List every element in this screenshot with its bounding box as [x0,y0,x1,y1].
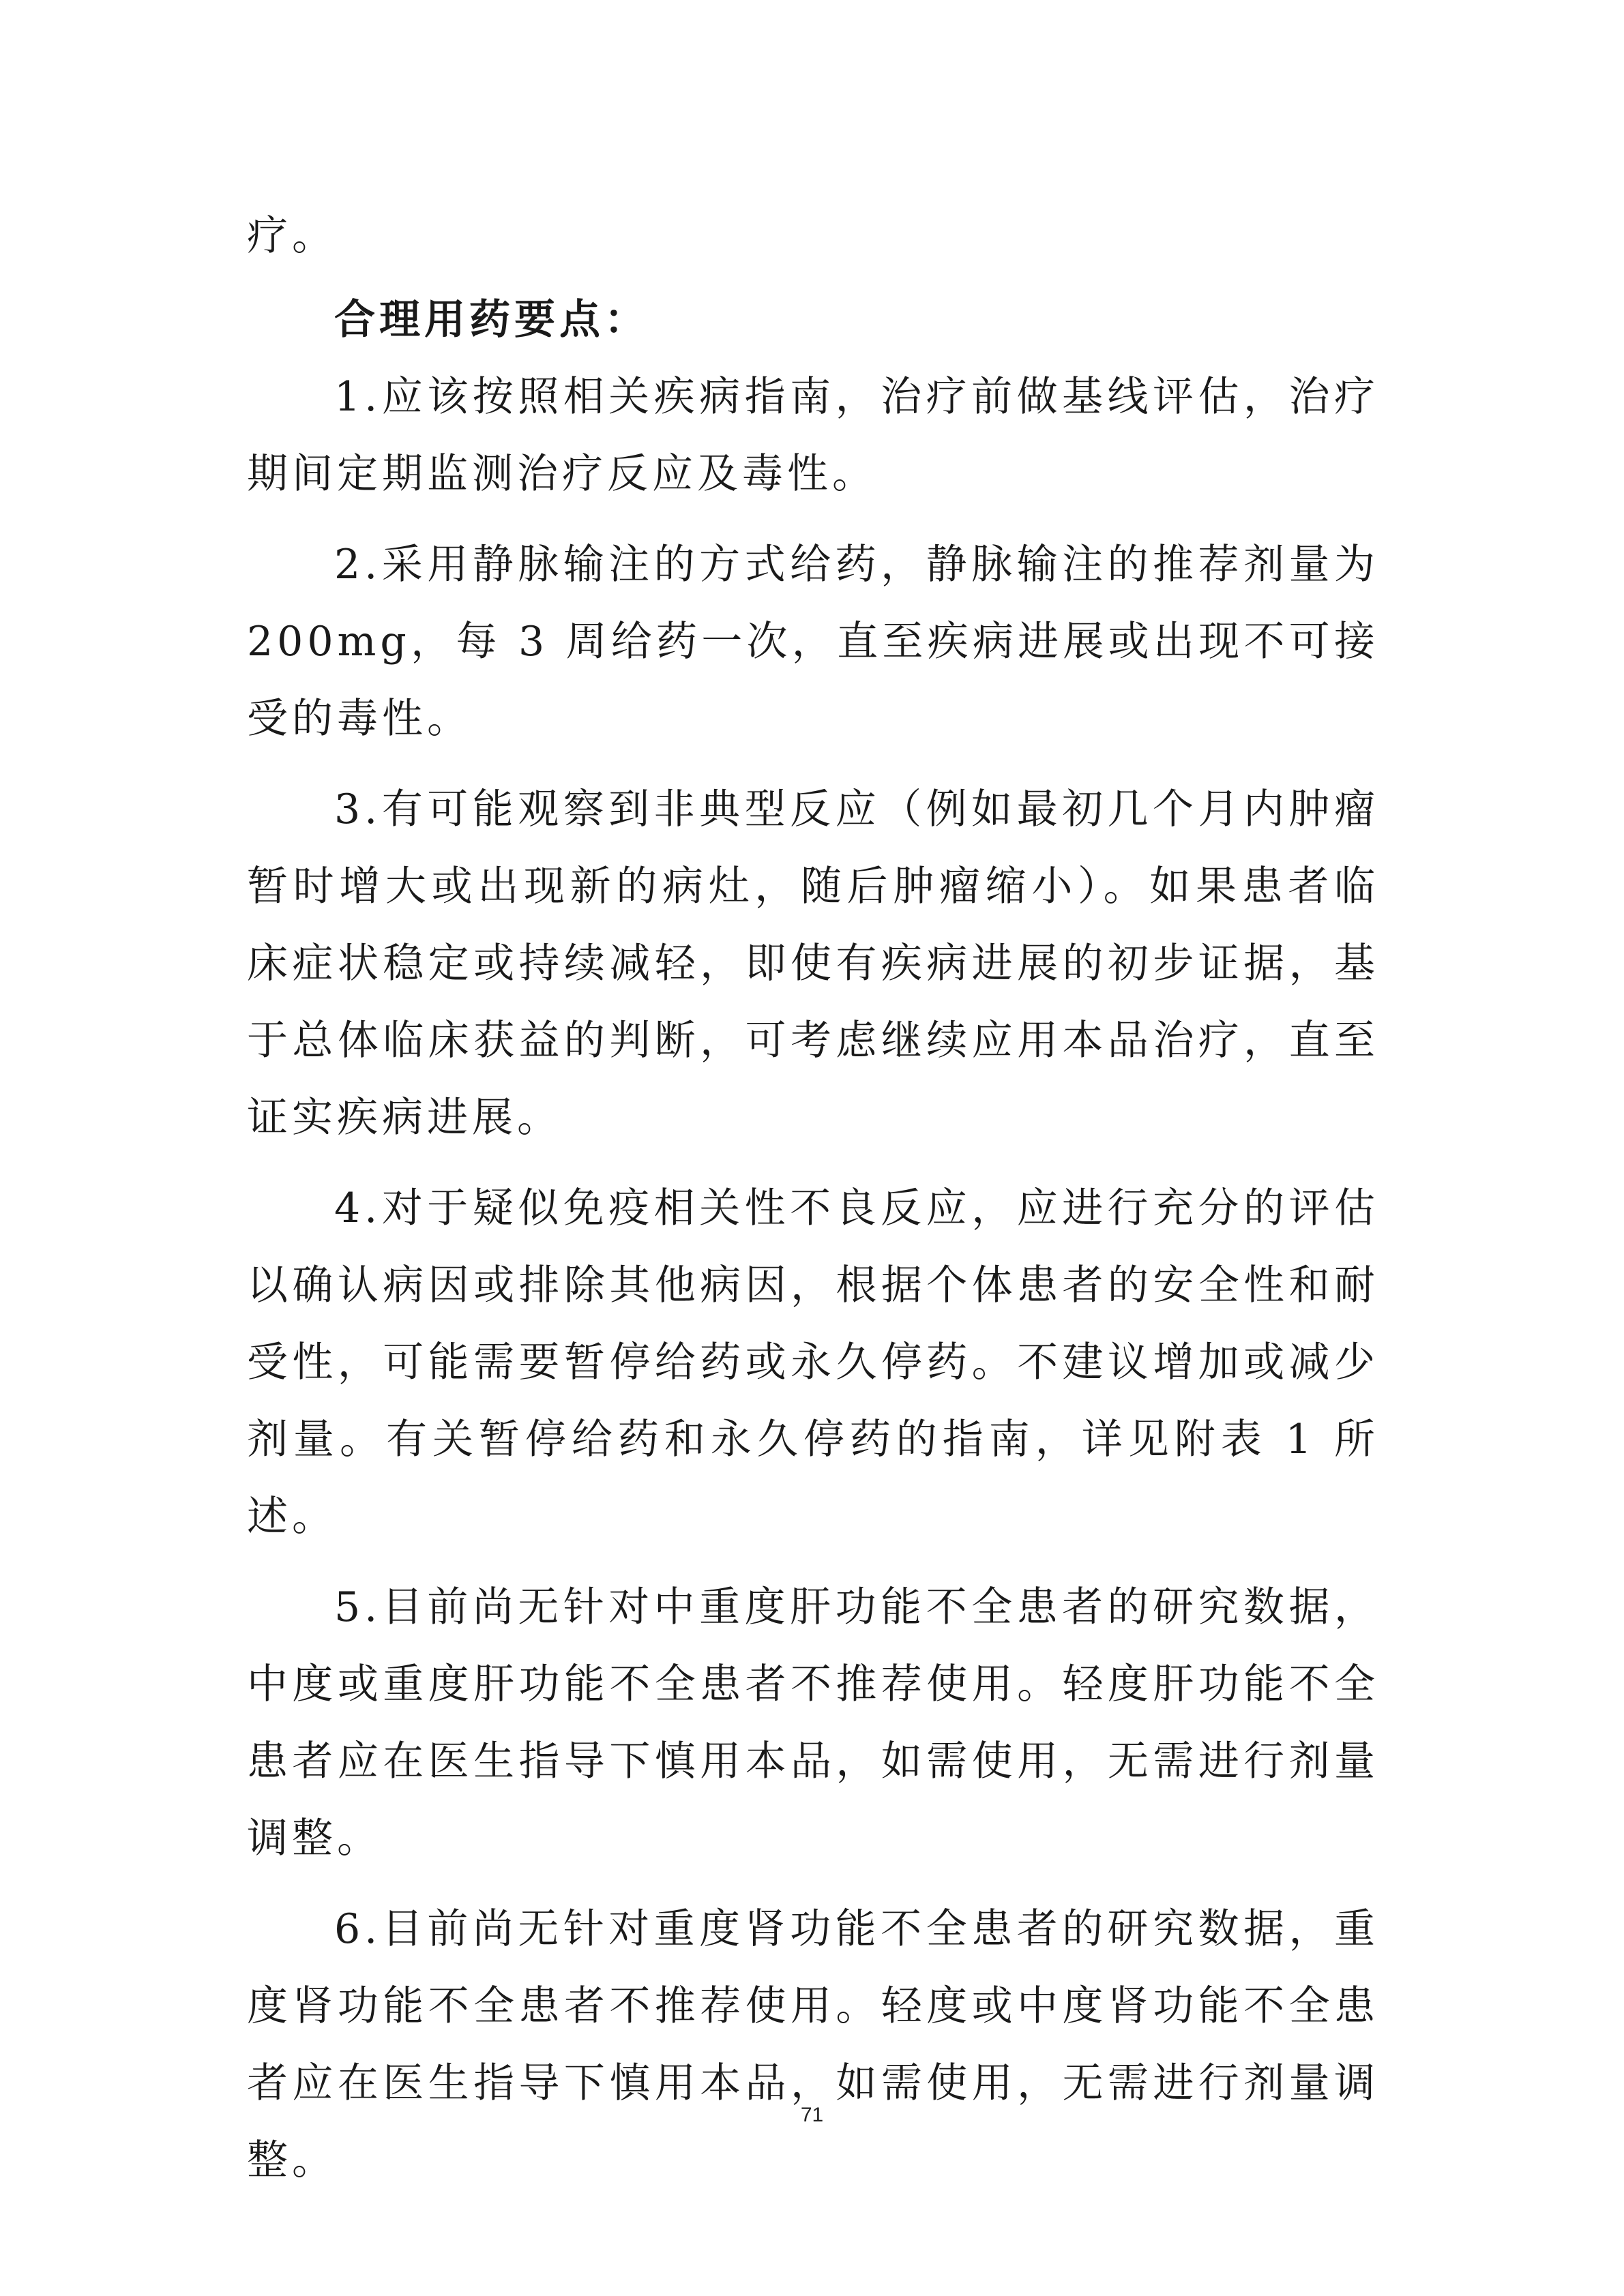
section-heading: 合理用药要点： [334,296,649,344]
list-item-1: 1.应该按照相关疾病指南，治疗前做基线评估，治疗期间定期监测治疗反应及毒性。 [247,373,1379,498]
list-item-5: 5.目前尚无针对中重度肝功能不全患者的研究数据，中度或重度肝功能不全患者不推荐使用。轻度肝功能不全患者应在医生指导下慎用本品，如需使用，无需进行剂量调整。 [247,1583,1379,1862]
list-item-2: 2.采用静脉输注的方式给药，静脉输注的推荐剂量为200mg，每 3 周给药一次，直至疾病进展或出现不可接受的毒性。 [247,541,1379,743]
page-body [247,198,1379,2199]
page-number: 71 [800,2104,824,2126]
list-item-6: 6.目前尚无针对重度肾功能不全患者的研究数据，重度肾功能不全患者不推荐使用。轻度或中度肾功能不全患者应在医生指导下慎用本品，如需使用，无需进行剂量调整。 [247,1905,1379,2184]
list-item-3: 3.有可能观察到非典型反应（例如最初几个月内肿瘤暂时增大或出现新的病灶，随后肿瘤缩小）。如果患者临床症状稳定或持续减轻，即使有疾病进展的初步证据，基于总体临床获益的判断，可考虑继续应用本品治疗，直至证实疾病进展。 [247,786,1379,1142]
continuation-text: 疗。 [247,212,337,260]
list-item-4: 4.对于疑似免疫相关性不良反应，应进行充分的评估以确认病因或排除其他病因，根据个体患者的安全性和耐受性，可能需要暂停给药或永久停药。不建议增加或减少剂量。有关暂停给药和永久停药的指南，详见附表 1 所述。 [247,1184,1379,1540]
